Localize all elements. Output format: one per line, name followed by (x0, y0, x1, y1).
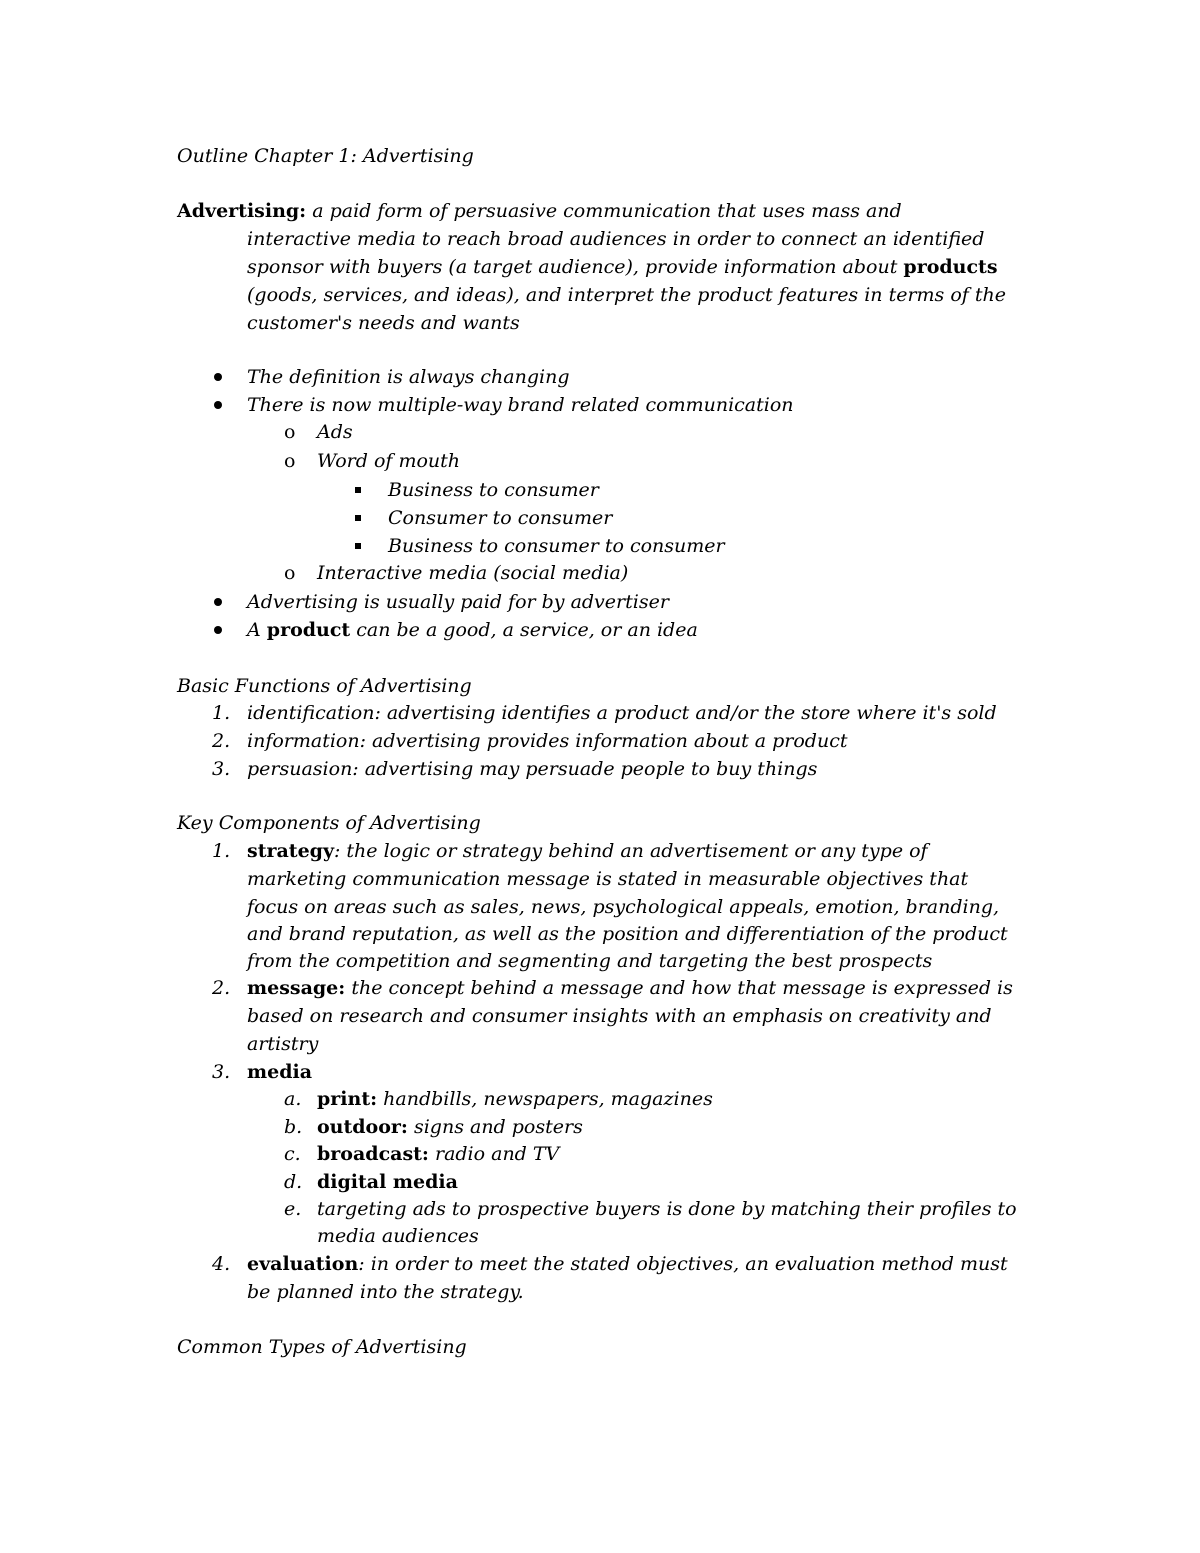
media-term: media (247, 1061, 313, 1083)
bullet-item-1: The definition is always changing (247, 366, 570, 388)
list-letter: c. (284, 1143, 301, 1165)
square-bullet-icon (355, 515, 361, 521)
media-item-print-term: print: (317, 1088, 378, 1110)
media-item-targeting-line-2: media audiences (317, 1225, 479, 1247)
media-item-print-text: handbills, newspapers, magazines (383, 1088, 713, 1110)
evaluation-term: evaluation (247, 1253, 359, 1275)
definition-text-3: sponsor with buyers (a target audience), provide information about (247, 256, 898, 278)
square-bullet-icon (355, 487, 361, 493)
sub-bullet-interactive-media: Interactive media (social media) (317, 562, 629, 584)
strategy-line-3: focus on areas such as sales, news, psychological appeals, emotion, branding, (247, 896, 1000, 918)
strategy-text-1: : the logic or strategy behind an advertisement or any type of (333, 840, 928, 862)
strategy-line-5: from the competition and segmenting and targeting the best prospects (247, 950, 933, 972)
list-number: 3. (212, 758, 231, 780)
bullet-dot-icon (214, 598, 222, 606)
message-line-2: based on research and consumer insights with an emphasis on creativity and (247, 1005, 992, 1027)
sub-bullet-marker: o (284, 562, 296, 584)
function-item-1: identification: advertising identifies a product and/or the store where it's sold (247, 702, 997, 724)
message-text-1: the concept behind a message and how that message is expressed is (351, 977, 1013, 999)
list-number: 2. (212, 977, 231, 999)
bullet-item-4-post: can be a good, a service, or an idea (356, 619, 698, 641)
bullet-dot-icon (214, 626, 222, 634)
section-heading-basic-functions: Basic Functions of Advertising (177, 675, 472, 697)
list-letter: d. (284, 1171, 303, 1193)
media-item-targeting-line-1: targeting ads to prospective buyers is done by matching their profiles to (317, 1198, 1017, 1220)
function-item-2: information: advertising provides information about a product (247, 730, 848, 752)
sub-bullet-word-of-mouth: Word of mouth (317, 450, 461, 472)
media-item-digital (317, 1168, 458, 1196)
media-item-outdoor (317, 1113, 583, 1141)
document-title: Outline Chapter 1: Advertising (177, 145, 474, 167)
media-item-outdoor-term: outdoor: (317, 1116, 408, 1138)
evaluation-text-1: : in order to meet the stated objectives, an evaluation method must (358, 1253, 1008, 1275)
sub-bullet-marker: o (284, 421, 296, 443)
strategy-line-2: marketing communication message is stated in measurable objectives that (247, 868, 969, 890)
bullet-item-4-pre: A (247, 619, 261, 641)
list-letter: e. (284, 1198, 302, 1220)
sub-sub-bullet-1: Business to consumer (388, 479, 599, 501)
bullet-item-3: Advertising is usually paid for by advertiser (247, 591, 669, 613)
evaluation-line-2: be planned into the strategy. (247, 1281, 524, 1303)
media-item-outdoor-text: signs and posters (413, 1116, 583, 1138)
list-number: 1. (212, 702, 231, 724)
media-item-broadcast (317, 1140, 559, 1168)
strategy-line-1 (247, 837, 928, 865)
sub-bullet-ads: Ads (317, 421, 353, 443)
strategy-line-4: and brand reputation, as well as the position and differentiation of the product (247, 923, 1008, 945)
media-item-broadcast-term: broadcast: (317, 1143, 429, 1165)
media-heading (247, 1058, 312, 1086)
bullet-item-4 (247, 616, 698, 644)
definition-term: Advertising: (177, 200, 307, 222)
sub-bullet-marker: o (284, 450, 296, 472)
definition-products-term: products (903, 256, 998, 278)
media-item-broadcast-text: radio and TV (434, 1143, 560, 1165)
message-term: message: (247, 977, 346, 999)
bullet-item-2: There is now multiple-way brand related communication (247, 394, 794, 416)
bullet-item-4-product: product (266, 619, 351, 641)
list-number: 1. (212, 840, 231, 862)
strategy-term: strategy (247, 840, 334, 862)
definition-line-5: customer's needs and wants (247, 312, 520, 334)
list-letter: a. (284, 1088, 302, 1110)
definition-line-2: interactive media to reach broad audiences in order to connect an identified (247, 228, 985, 250)
definition-line-4: (goods, services, and ideas), and interpret the product features in terms of the (247, 284, 1006, 306)
bullet-dot-icon (214, 401, 222, 409)
message-line-3: artistry (247, 1033, 319, 1055)
definition-line-1 (177, 197, 902, 225)
list-letter: b. (284, 1116, 303, 1138)
definition-line-3 (247, 253, 998, 281)
section-heading-key-components: Key Components of Advertising (177, 812, 481, 834)
list-number: 4. (212, 1253, 231, 1275)
media-item-digital-term: digital media (317, 1171, 458, 1193)
bullet-dot-icon (214, 373, 222, 381)
section-heading-common-types: Common Types of Advertising (177, 1336, 467, 1358)
media-item-print (317, 1085, 713, 1113)
sub-sub-bullet-3: Business to consumer to consumer (388, 535, 725, 557)
list-number: 2. (212, 730, 231, 752)
message-line-1 (247, 974, 1013, 1002)
list-number: 3. (212, 1061, 231, 1083)
square-bullet-icon (355, 543, 361, 549)
definition-text-1: a paid form of persuasive communication that uses mass and (312, 200, 902, 222)
function-item-3: persuasion: advertising may persuade people to buy things (247, 758, 818, 780)
evaluation-line-1 (247, 1250, 1008, 1278)
sub-sub-bullet-2: Consumer to consumer (388, 507, 613, 529)
